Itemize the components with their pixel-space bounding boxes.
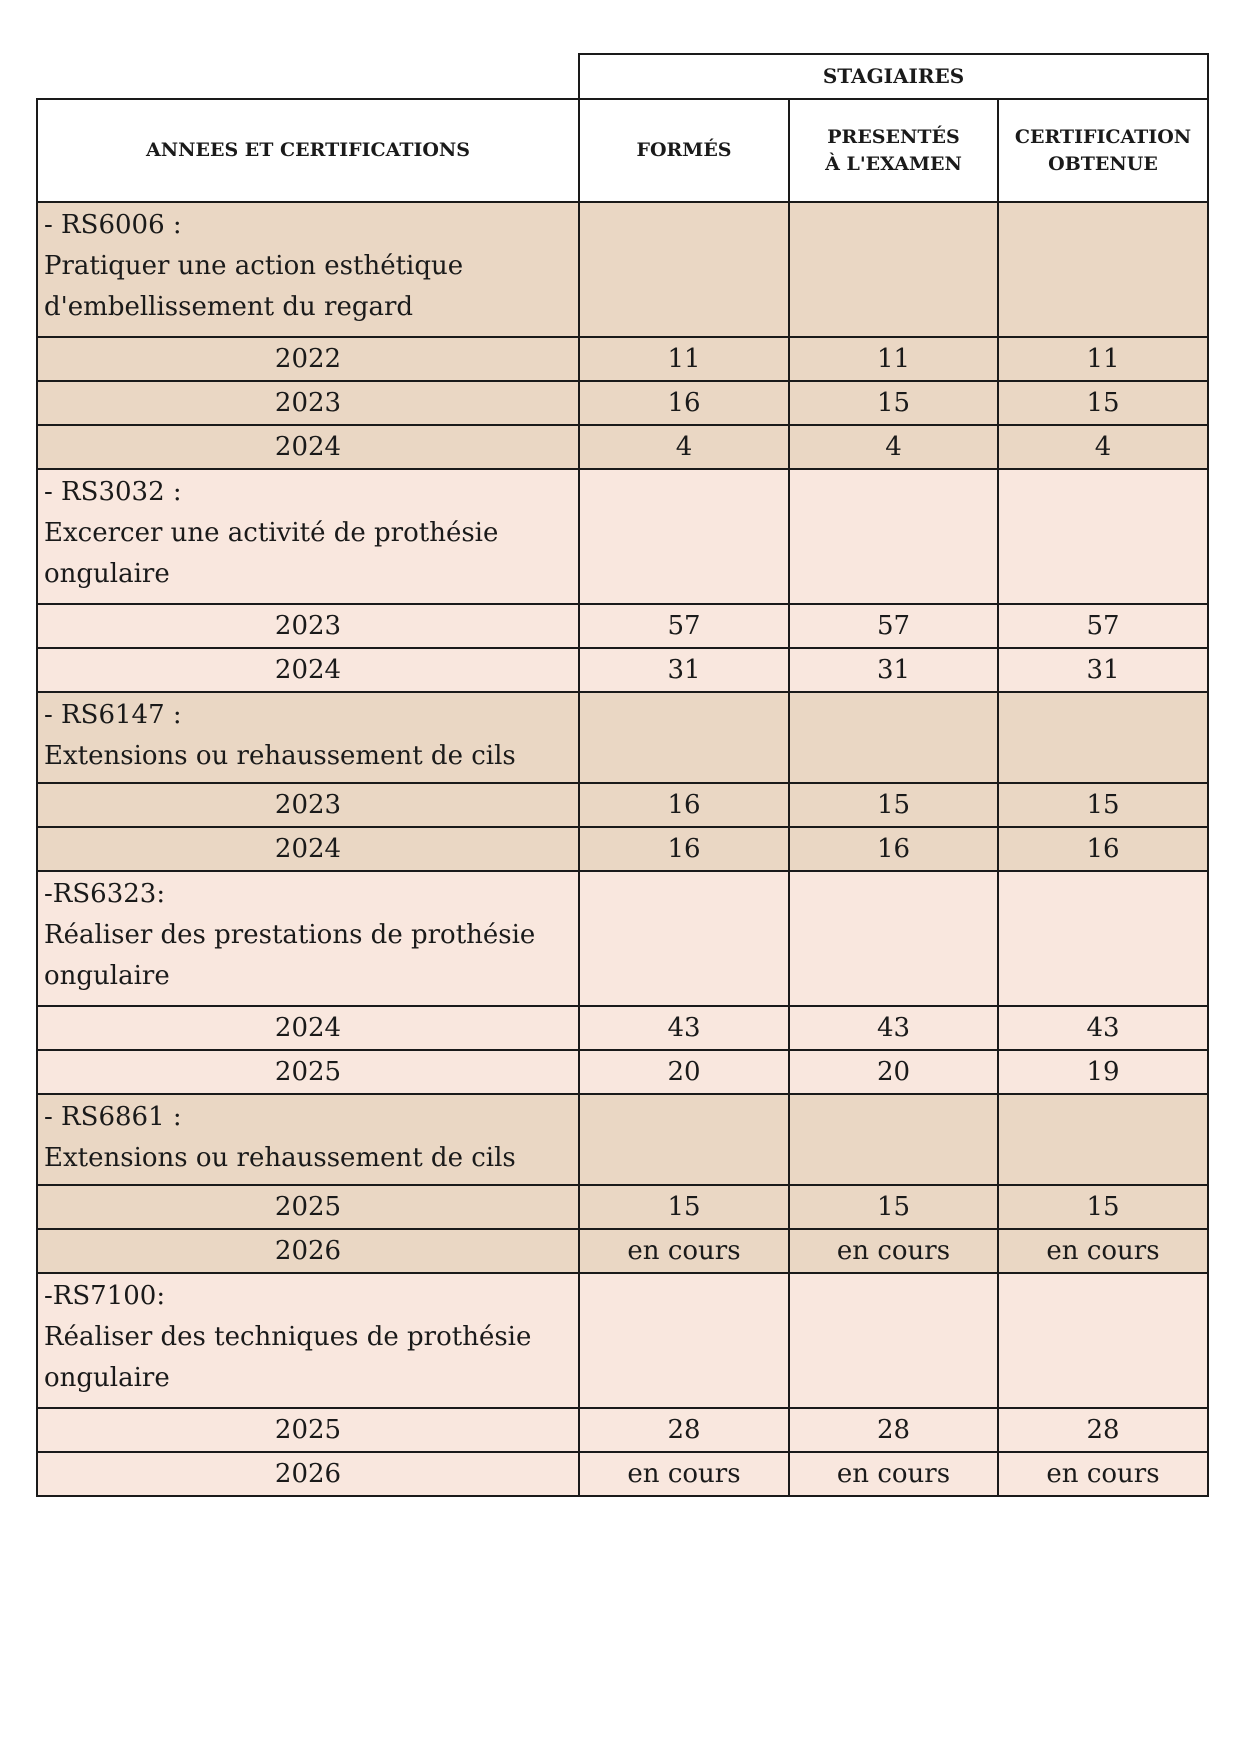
empty-cell — [789, 692, 998, 783]
empty-cell — [998, 1094, 1208, 1185]
presentes-cell: 11 — [789, 337, 998, 381]
stagiaires-header: STAGIAIRES — [579, 54, 1208, 99]
certification-group-row — [37, 692, 1208, 783]
table-row — [37, 381, 1208, 425]
certification-title-line: d'embellissement du regard — [44, 292, 414, 322]
formes-cell: 20 — [579, 1050, 789, 1094]
certification-code: - RS3032 : — [44, 477, 182, 507]
year-cell: 2023 — [37, 604, 579, 648]
certification-cell: 31 — [998, 648, 1208, 692]
certification-cell: 15 — [998, 381, 1208, 425]
presentes-cell: 15 — [789, 381, 998, 425]
table-row — [37, 337, 1208, 381]
header-line: OBTENUE — [1048, 152, 1158, 175]
certification-cell: 11 — [998, 337, 1208, 381]
certification-group-row — [37, 202, 1208, 337]
certification-label — [37, 202, 579, 337]
certification-label — [37, 692, 579, 783]
certification-title-line: Pratiquer une action esthétique — [44, 251, 464, 281]
empty-cell — [579, 202, 789, 337]
certification-column-header — [998, 99, 1208, 202]
year-cell: 2026 — [37, 1452, 579, 1496]
certification-cell: 15 — [998, 1185, 1208, 1229]
empty-cell — [789, 469, 998, 604]
certification-cell: 4 — [998, 425, 1208, 469]
certification-cell: 57 — [998, 604, 1208, 648]
table-body — [37, 202, 1208, 1496]
presentes-cell: 28 — [789, 1408, 998, 1452]
year-cell: 2024 — [37, 1006, 579, 1050]
year-cell: 2025 — [37, 1408, 579, 1452]
certification-code: - RS6861 : — [44, 1102, 182, 1132]
presentes-cell: 20 — [789, 1050, 998, 1094]
certification-cell: en cours — [998, 1229, 1208, 1273]
certification-group-row — [37, 469, 1208, 604]
table-row — [37, 1050, 1208, 1094]
certification-cell: 19 — [998, 1050, 1208, 1094]
certification-label — [37, 1094, 579, 1185]
presentes-cell: 31 — [789, 648, 998, 692]
table-row — [37, 604, 1208, 648]
year-cell: 2024 — [37, 648, 579, 692]
certification-title-line: Extensions ou rehaussement de cils — [44, 741, 516, 771]
formes-cell: 4 — [579, 425, 789, 469]
header-line: PRESENTÉS — [827, 125, 960, 148]
empty-cell — [579, 692, 789, 783]
certification-label — [37, 1273, 579, 1408]
certification-cell: 16 — [998, 827, 1208, 871]
formes-cell: 57 — [579, 604, 789, 648]
formes-cell: 28 — [579, 1408, 789, 1452]
year-cell: 2024 — [37, 425, 579, 469]
empty-cell — [579, 469, 789, 604]
certification-title-line: ongulaire — [44, 559, 170, 589]
certification-label — [37, 469, 579, 604]
certification-code: - RS6147 : — [44, 700, 182, 730]
year-cell: 2025 — [37, 1185, 579, 1229]
table-row — [37, 827, 1208, 871]
table-row — [37, 1185, 1208, 1229]
formes-cell: 11 — [579, 337, 789, 381]
certification-title-line: Réaliser des prestations de prothésie — [44, 920, 536, 950]
empty-cell — [789, 202, 998, 337]
formes-cell: 16 — [579, 783, 789, 827]
table-row — [37, 1229, 1208, 1273]
label-column-header: ANNEES ET CERTIFICATIONS — [37, 99, 579, 202]
table-row — [37, 648, 1208, 692]
empty-cell — [998, 469, 1208, 604]
table-row — [37, 1006, 1208, 1050]
year-cell: 2023 — [37, 783, 579, 827]
empty-cell — [789, 1273, 998, 1408]
presentes-cell: 15 — [789, 783, 998, 827]
certification-cell: 43 — [998, 1006, 1208, 1050]
formes-cell: 15 — [579, 1185, 789, 1229]
certification-title-line: Réaliser des techniques de prothésie — [44, 1322, 532, 1352]
empty-cell — [998, 871, 1208, 1006]
certification-code: -RS6323: — [44, 879, 166, 909]
table-row — [37, 1452, 1208, 1496]
presentes-cell: en cours — [789, 1229, 998, 1273]
presentes-cell: 16 — [789, 827, 998, 871]
blank-corner — [37, 54, 579, 99]
formes-cell: en cours — [579, 1452, 789, 1496]
formes-cell: 43 — [579, 1006, 789, 1050]
empty-cell — [579, 871, 789, 1006]
certification-table — [36, 53, 1209, 1497]
certification-cell: en cours — [998, 1452, 1208, 1496]
certification-group-row — [37, 1094, 1208, 1185]
certification-cell: 15 — [998, 783, 1208, 827]
presentes-cell: 4 — [789, 425, 998, 469]
presentes-column-header — [789, 99, 998, 202]
header-line: CERTIFICATION — [1014, 125, 1192, 148]
formes-cell: en cours — [579, 1229, 789, 1273]
formes-column-header: FORMÉS — [579, 99, 789, 202]
certification-group-row — [37, 871, 1208, 1006]
presentes-cell: 57 — [789, 604, 998, 648]
empty-cell — [579, 1094, 789, 1185]
formes-cell: 16 — [579, 827, 789, 871]
presentes-cell: 15 — [789, 1185, 998, 1229]
empty-cell — [998, 1273, 1208, 1408]
certification-title-line: ongulaire — [44, 1363, 170, 1393]
year-cell: 2022 — [37, 337, 579, 381]
certification-label — [37, 871, 579, 1006]
year-cell: 2024 — [37, 827, 579, 871]
year-cell: 2025 — [37, 1050, 579, 1094]
empty-cell — [998, 692, 1208, 783]
certification-code: - RS6006 : — [44, 210, 182, 240]
empty-cell — [789, 871, 998, 1006]
certification-title-line: ongulaire — [44, 961, 170, 991]
formes-cell: 31 — [579, 648, 789, 692]
certification-group-row — [37, 1273, 1208, 1408]
presentes-cell: 43 — [789, 1006, 998, 1050]
header-line: À L'EXAMEN — [825, 152, 962, 175]
empty-cell — [579, 1273, 789, 1408]
certification-title-line: Excercer une activité de prothésie — [44, 518, 499, 548]
certification-cell: 28 — [998, 1408, 1208, 1452]
year-cell: 2026 — [37, 1229, 579, 1273]
presentes-cell: en cours — [789, 1452, 998, 1496]
table-row — [37, 783, 1208, 827]
empty-cell — [998, 202, 1208, 337]
formes-cell: 16 — [579, 381, 789, 425]
table-row — [37, 1408, 1208, 1452]
year-cell: 2023 — [37, 381, 579, 425]
empty-cell — [789, 1094, 998, 1185]
certification-code: -RS7100: — [44, 1281, 166, 1311]
table-row — [37, 425, 1208, 469]
certification-title-line: Extensions ou rehaussement de cils — [44, 1143, 516, 1173]
